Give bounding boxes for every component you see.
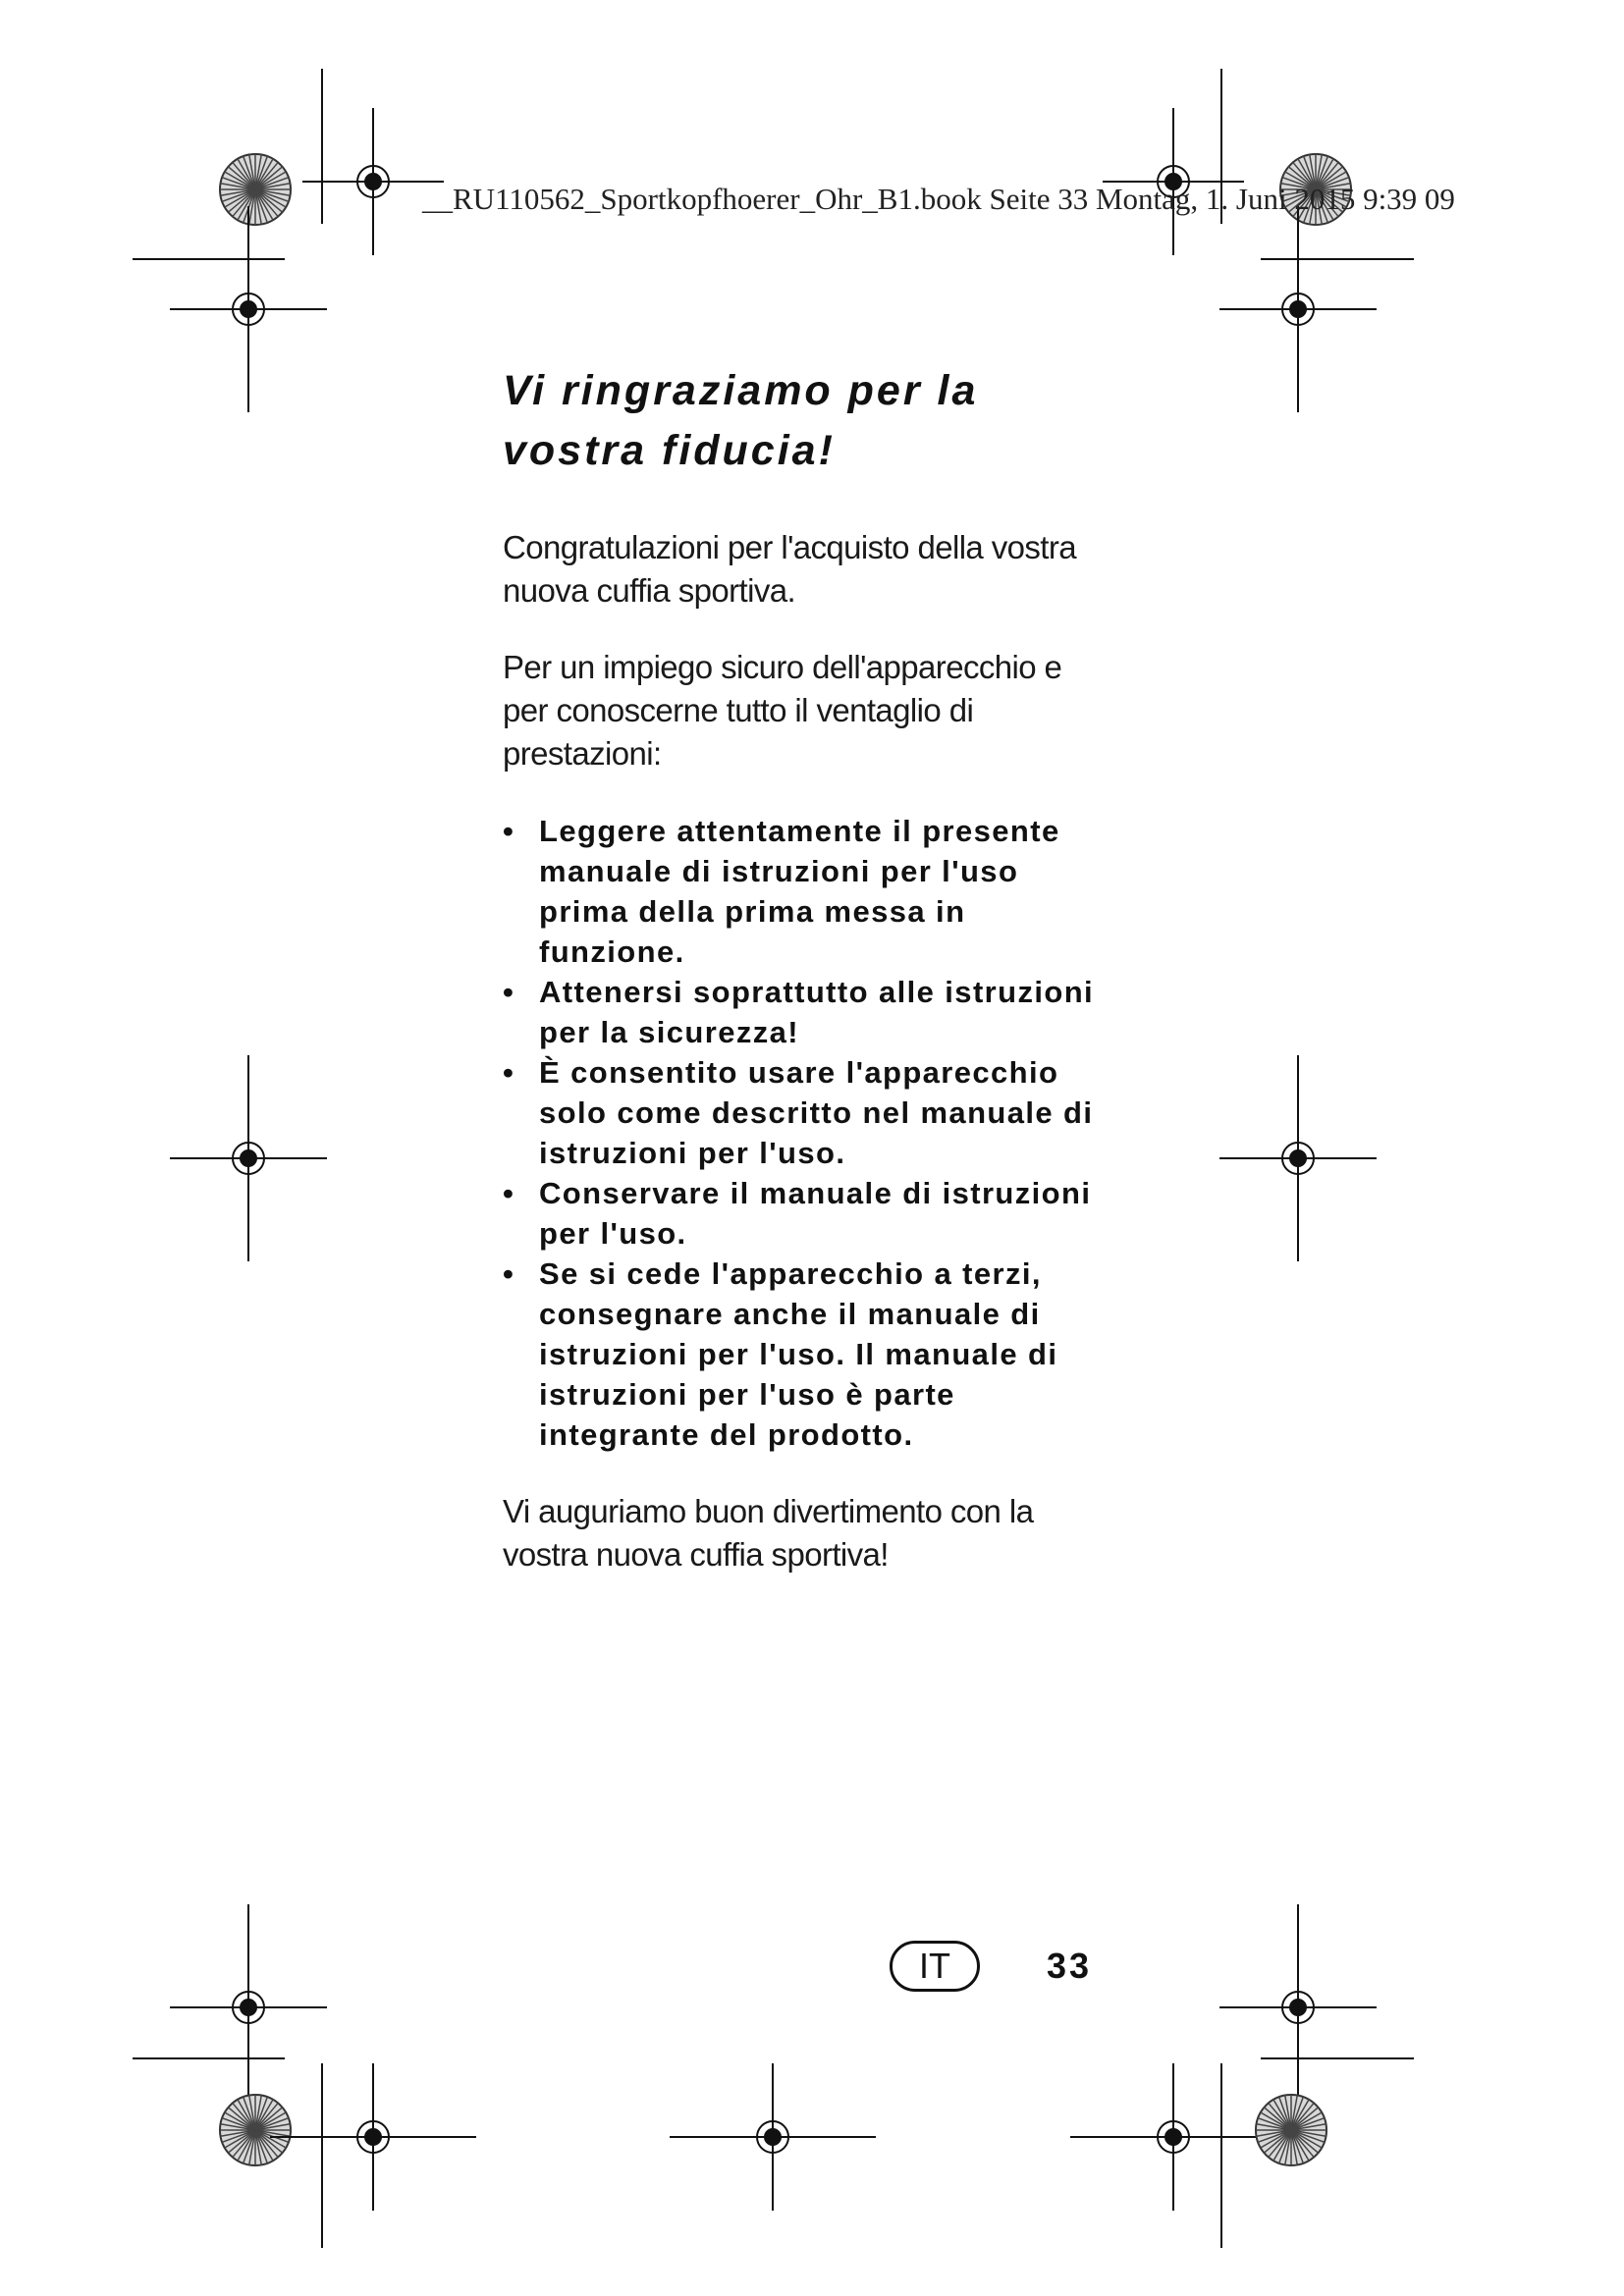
bullet-icon: • (503, 1055, 515, 1090)
crosshair-target-icon (170, 206, 327, 412)
starburst-target-icon (1256, 2095, 1326, 2165)
list-item-text: Leggere attentamente il presente manuale di istruzioni per l'uso prima della prima messa in funzione. (539, 814, 1060, 969)
list-item (503, 1173, 1111, 1254)
crosshair-target-icon (170, 1904, 327, 2110)
page-title (503, 361, 1111, 481)
crosshair-target-icon (1219, 206, 1377, 412)
crosshair-target-icon (670, 2063, 876, 2211)
bullet-icon: • (503, 975, 515, 1009)
crosshair-target-icon (170, 1055, 327, 1261)
title-line-2: vostra fiducia! (503, 427, 836, 474)
starburst-target-icon (220, 154, 291, 225)
intro-paragraph: Congratulazioni per l'acquisto della vostra nuova cuffia sportiva. (503, 529, 1077, 609)
print-slug-line: __RU110562_Sportkopfhoerer_Ohr_B1.book Seite 33 Montag, 1. Juni 2015 9:39 09 (422, 182, 1455, 216)
list-item-text: È consentito usare l'apparecchio solo come descritto nel manuale di istruzioni per l'uso. (539, 1055, 1094, 1170)
bullet-icon: • (503, 814, 515, 848)
list-item (503, 811, 1111, 972)
crosshair-target-icon (1070, 2063, 1276, 2211)
title-line-1: Vi ringraziamo per la (503, 367, 979, 414)
starburst-target-icon (220, 2095, 291, 2165)
list-item (503, 1254, 1111, 1455)
crosshair-target-icon (1219, 1904, 1377, 2110)
list-item (503, 972, 1111, 1052)
closing-paragraph: Vi auguriamo buon divertimento con la vostra nuova cuffia sportiva! (503, 1493, 1034, 1573)
bullet-icon: • (503, 1176, 515, 1210)
instructions-lead-paragraph: Per un impiego sicuro dell'apparecchio e per conoscerne tutto il ventaglio di prestazioni: (503, 649, 1062, 772)
list-item-text: Conservare il manuale di istruzioni per l'uso. (539, 1176, 1092, 1251)
list-item-text: Se si cede l'apparecchio a terzi, consegnare anche il manuale di istruzioni per l'uso. Il manuale di istruzioni per l'uso è parte integrante del prodotto. (539, 1256, 1058, 1452)
crosshair-target-icon (270, 2063, 476, 2211)
safety-instructions-list (503, 811, 1111, 1455)
list-item-text: Attenersi soprattutto alle istruzioni per la sicurezza! (539, 975, 1095, 1049)
page-footer (890, 1941, 1145, 2000)
crosshair-target-icon (1219, 1055, 1377, 1261)
bullet-icon: • (503, 1256, 515, 1291)
page-content (503, 361, 1111, 1576)
list-item (503, 1052, 1111, 1173)
language-badge: IT (890, 1941, 980, 1992)
page-number: 33 (1047, 1946, 1093, 1986)
